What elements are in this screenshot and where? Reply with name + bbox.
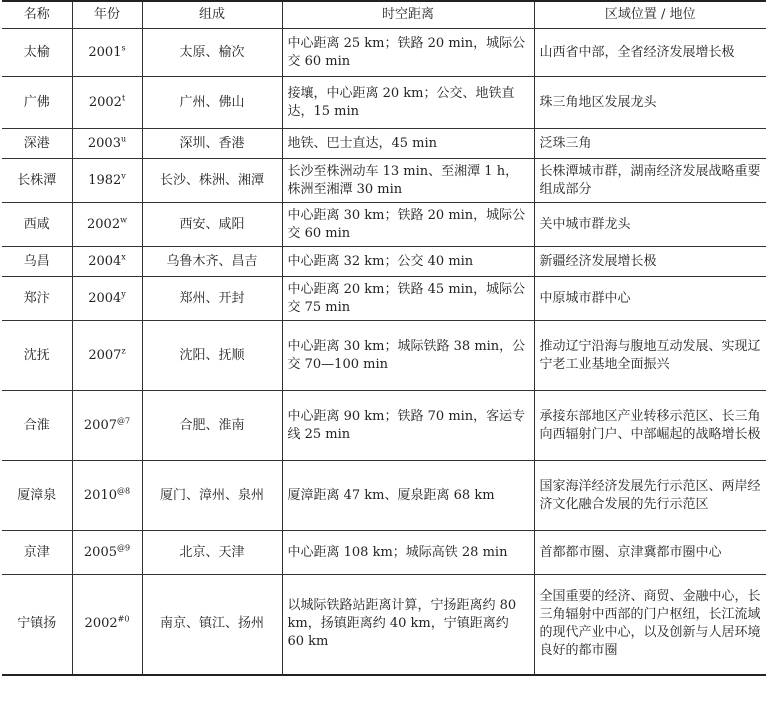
cell-position: 泛珠三角 [534,129,766,159]
cell-position: 山西省中部，全省经济发展增长极 [534,29,766,77]
table-body [2,29,766,675]
footnote-marker: v [121,171,126,181]
cell-distance: 长沙至株洲动车 13 min、至湘潭 1 h，株洲至湘潭 30 min [282,159,534,203]
footnote-marker: y [121,289,126,299]
cell-position: 首都都市圈、京津冀都市圈中心 [534,531,766,575]
cell-distance: 以城际铁路站距离计算，宁扬距离约 80 km，扬镇距离约 40 km，宁镇距离约 60 km [282,575,534,675]
cell-composition: 沈阳、抚顺 [142,321,282,391]
cell-name: 西咸 [2,203,72,247]
cell-year [72,29,142,77]
table-row [2,159,766,203]
cell-composition: 西安、咸阳 [142,203,282,247]
cell-distance: 中心距离 32 km；公交 40 min [282,247,534,277]
cell-name: 宁镇扬 [2,575,72,675]
cell-composition: 南京、镇江、扬州 [142,575,282,675]
table-row [2,29,766,77]
cell-distance: 厦漳距离 47 km、厦泉距离 68 km [282,461,534,531]
cell-name: 太榆 [2,29,72,77]
cell-composition: 长沙、株洲、湘潭 [142,159,282,203]
header-position: 区域位置 / 地位 [534,1,766,29]
footnote-marker: u [120,134,127,144]
footnote-marker: z [121,346,126,356]
year-value: 2007 [83,417,117,433]
table-row [2,531,766,575]
year-value: 2002 [84,616,118,632]
cell-composition: 太原、榆次 [142,29,282,77]
footnote-marker: #0 [117,614,130,624]
cell-name: 厦漳泉 [2,461,72,531]
cell-name: 沈抚 [2,321,72,391]
cell-year [72,277,142,321]
cell-position: 国家海洋经济发展先行示范区、两岸经济文化融合发展的先行示范区 [534,461,766,531]
cell-distance: 中心距离 30 km；铁路 20 min，城际公交 60 min [282,203,534,247]
cell-position: 中原城市群中心 [534,277,766,321]
cell-composition: 北京、天津 [142,531,282,575]
year-value: 2002 [87,216,121,232]
header-composition: 组成 [142,1,282,29]
table-row [2,461,766,531]
cell-year [72,159,142,203]
year-value: 2010 [83,487,117,503]
year-value: 1982 [88,172,122,188]
footnote-marker: w [120,215,127,225]
cell-composition: 郑州、开封 [142,277,282,321]
cell-name: 郑汴 [2,277,72,321]
cell-year [72,321,142,391]
cell-name: 合淮 [2,391,72,461]
cell-year [72,203,142,247]
year-value: 2004 [88,290,122,306]
cell-name: 乌昌 [2,247,72,277]
table-row [2,129,766,159]
cell-name: 京津 [2,531,72,575]
cell-year [72,391,142,461]
cell-position: 新疆经济发展增长极 [534,247,766,277]
cell-distance: 中心距离 90 km；铁路 70 min，客运专线 25 min [282,391,534,461]
cell-year [72,575,142,675]
cell-distance: 中心距离 20 km；铁路 45 min，城际公交 75 min [282,277,534,321]
cell-position: 推动辽宁沿海与腹地互动发展、实现辽宁老工业基地全面振兴 [534,321,766,391]
table-row [2,77,766,129]
cell-composition: 合肥、淮南 [142,391,282,461]
cell-year [72,77,142,129]
footnote-marker: x [121,252,126,262]
cell-distance: 接壤，中心距离 20 km；公交、地铁直达，15 min [282,77,534,129]
footnote-marker: t [121,93,126,103]
year-value: 2005 [83,544,117,560]
year-value: 2002 [88,94,122,110]
cell-distance: 地铁、巴士直达，45 min [282,129,534,159]
cell-position: 承接东部地区产业转移示范区、长三角向西辐射门户、中部崛起的战略增长极 [534,391,766,461]
cell-position: 珠三角地区发展龙头 [534,77,766,129]
cell-name: 长株潭 [2,159,72,203]
cell-distance: 中心距离 30 km；城际铁路 38 min，公交 70—100 min [282,321,534,391]
cell-composition: 深圳、香港 [142,129,282,159]
footnote-marker: @8 [117,486,131,496]
year-value: 2001 [88,44,122,60]
cell-composition: 厦门、漳州、泉州 [142,461,282,531]
cell-position: 关中城市群龙头 [534,203,766,247]
cell-position: 全国重要的经济、商贸、金融中心，长三角辐射中西部的门户枢纽，长江流域的现代产业中心，以及创新与人居环境良好的都市圈 [534,575,766,675]
cell-distance: 中心距离 108 km；城际高铁 28 min [282,531,534,575]
cell-year [72,531,142,575]
cell-year [72,461,142,531]
cell-year [72,247,142,277]
table-header-row [2,1,766,29]
table-row [2,321,766,391]
footnote-marker: @7 [117,416,131,426]
footnote-marker: s [121,43,126,53]
year-value: 2004 [88,253,122,269]
cell-composition: 乌鲁木齐、昌吉 [142,247,282,277]
table-row [2,575,766,675]
table-row [2,391,766,461]
cell-distance: 中心距离 25 km；铁路 20 min，城际公交 60 min [282,29,534,77]
cell-name: 深港 [2,129,72,159]
header-distance: 时空距离 [282,1,534,29]
header-name: 名称 [2,1,72,29]
cell-year [72,129,142,159]
table-row [2,247,766,277]
cell-composition: 广州、佛山 [142,77,282,129]
header-year: 年份 [72,1,142,29]
year-value: 2003 [87,135,121,151]
cell-name: 广佛 [2,77,72,129]
cell-position: 长株潭城市群，湖南经济发展战略重要组成部分 [534,159,766,203]
city-pairs-table [2,0,766,676]
year-value: 2007 [88,347,122,363]
table-row [2,277,766,321]
table-row [2,203,766,247]
footnote-marker: @9 [117,543,131,553]
